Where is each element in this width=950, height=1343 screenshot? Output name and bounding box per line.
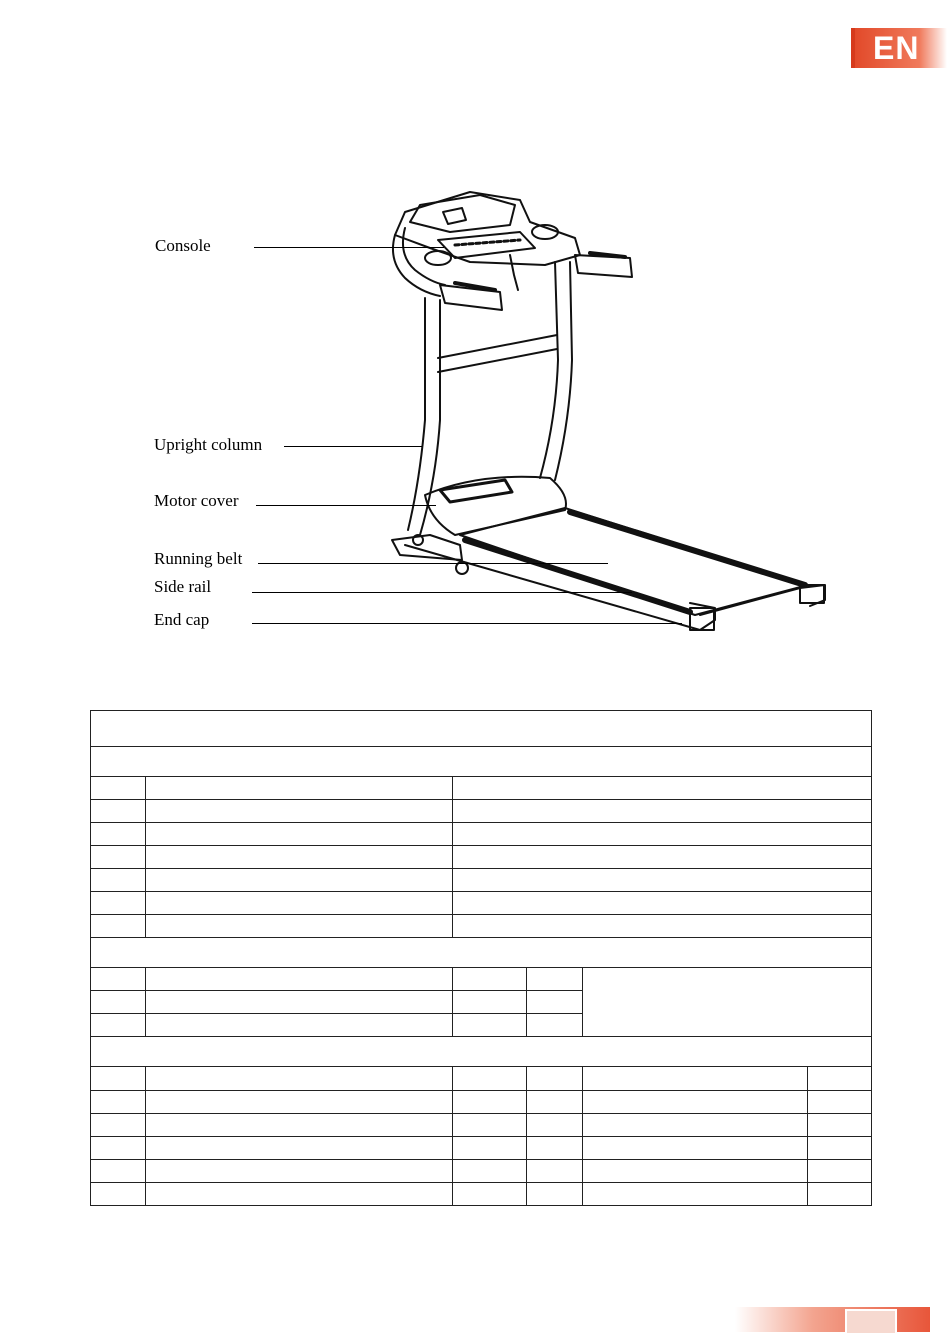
label-console: Console — [155, 236, 211, 255]
page-number-box — [845, 1309, 897, 1335]
table-row — [91, 800, 872, 823]
leader-upright-column — [284, 446, 422, 447]
table-row — [91, 968, 872, 991]
table-row — [91, 1160, 872, 1183]
table-row — [91, 915, 872, 938]
table-row — [91, 777, 872, 800]
footer-accent-bar — [735, 1307, 930, 1332]
leader-running-belt — [258, 563, 608, 564]
table-row — [91, 1067, 872, 1091]
table-row — [91, 1091, 872, 1114]
table-row — [91, 1114, 872, 1137]
table-section-row — [91, 1037, 872, 1067]
leader-side-rail — [252, 592, 632, 593]
table-row — [91, 846, 872, 869]
table-section-row — [91, 938, 872, 968]
leader-console — [254, 247, 444, 248]
table-row — [91, 823, 872, 846]
spec-table — [90, 710, 872, 1206]
table-row — [91, 1183, 872, 1206]
table-row — [91, 869, 872, 892]
language-label: EN — [873, 30, 920, 66]
leader-motor-cover — [256, 505, 436, 506]
label-running-belt: Running belt — [154, 549, 243, 568]
label-motor-cover: Motor cover — [154, 491, 239, 510]
table-row — [91, 1137, 872, 1160]
label-end-cap: End cap — [154, 610, 210, 629]
table-title-row — [91, 711, 872, 747]
table-row — [91, 892, 872, 915]
leader-end-cap — [252, 623, 682, 624]
label-upright-column: Upright column — [154, 435, 263, 454]
label-side-rail: Side rail — [154, 577, 212, 596]
table-section-row — [91, 747, 872, 777]
